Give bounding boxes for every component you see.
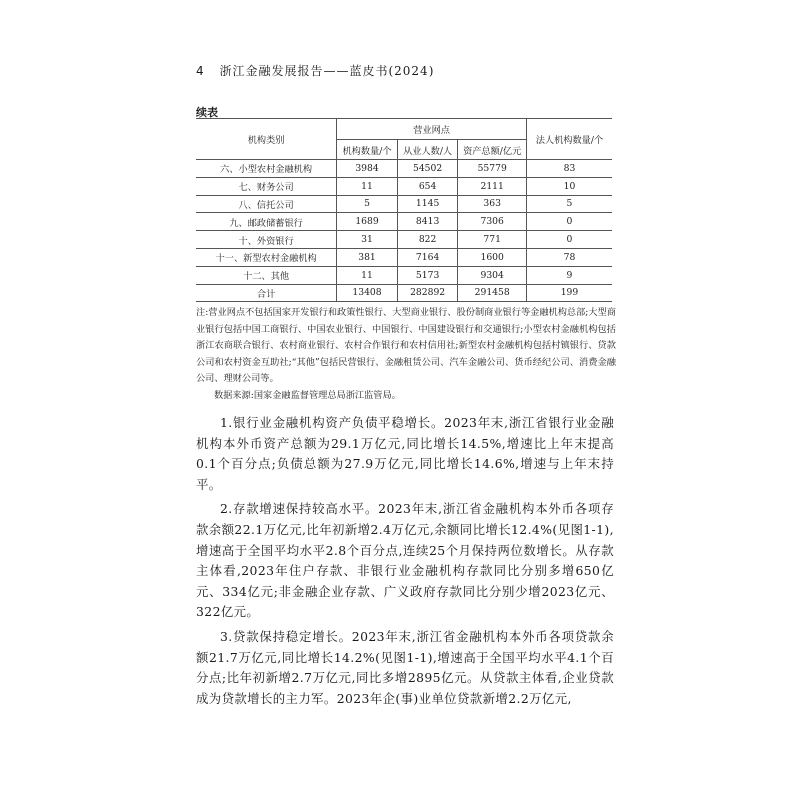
running-title: 浙江金融发展报告——蓝皮书(2024) <box>219 64 435 78</box>
cell-category: 十、外资银行 <box>196 231 337 249</box>
cell-count: 11 <box>337 266 398 284</box>
body-text <box>196 413 614 713</box>
page-number: 4 <box>196 64 205 78</box>
cell-staff: 282892 <box>397 284 458 302</box>
cell-assets: 7306 <box>458 213 527 231</box>
cell-staff: 5173 <box>397 266 458 284</box>
col-assets-header: 资产总额/亿元 <box>458 140 527 160</box>
cell-category: 十一、新型农村金融机构 <box>196 248 337 266</box>
cell-legal: 9 <box>526 266 612 284</box>
cell-count: 31 <box>337 231 398 249</box>
cell-staff: 7164 <box>397 248 458 266</box>
table-row <box>196 160 612 178</box>
cell-legal: 0 <box>526 231 612 249</box>
cell-category: 六、小型农村金融机构 <box>196 160 337 178</box>
cell-assets: 9304 <box>458 266 527 284</box>
cell-count: 381 <box>337 248 398 266</box>
running-header <box>196 62 434 79</box>
cell-category: 十二、其他 <box>196 266 337 284</box>
table-header-row <box>196 119 612 140</box>
col-legal-header: 法人机构数量/个 <box>526 119 612 160</box>
table-row <box>196 195 612 213</box>
cell-staff: 54502 <box>397 160 458 178</box>
table-row <box>196 177 612 195</box>
cell-legal: 10 <box>526 177 612 195</box>
col-count-header: 机构数量/个 <box>337 140 398 160</box>
paragraph: 3.贷款保持稳定增长。2023年末,浙江省金融机构本外币各项贷款余额21.7万亿元,同比增长14.2%(见图1-1),增速高于全国平均水平4.1个百分点;比年初新增2.7万亿元,同比多增2895亿元。从贷款主体看,企业贷款成为贷款增长的主力军。2023年企(事)业单位贷款新增2.2万亿元, <box>196 628 614 706</box>
continued-label: 续表 <box>196 106 218 119</box>
cell-assets: 2111 <box>458 177 527 195</box>
cell-count: 13408 <box>337 284 398 302</box>
cell-count: 5 <box>337 195 398 213</box>
col-category-header: 机构类别 <box>196 119 337 160</box>
cell-legal: 78 <box>526 248 612 266</box>
col-group-outlets-header: 营业网点 <box>337 119 527 140</box>
cell-category: 九、邮政储蓄银行 <box>196 213 337 231</box>
cell-staff: 654 <box>397 177 458 195</box>
cell-category: 合计 <box>196 284 337 302</box>
cell-count: 1689 <box>337 213 398 231</box>
col-staff-header: 从业人数/人 <box>397 140 458 160</box>
cell-category: 七、财务公司 <box>196 177 337 195</box>
paragraph: 1.银行业金融机构资产负债平稳增长。2023年末,浙江省银行业金融机构本外币资产总额为29.1万亿元,同比增长14.5%,增速比上年末提高0.1个百分点;负债总额为27.9万亿元,同比增长14.6%,增速与上年末持平。 <box>196 415 614 492</box>
table-row <box>196 231 612 249</box>
cell-assets: 55779 <box>458 160 527 178</box>
table-total-row <box>196 284 612 302</box>
table-notes <box>196 305 616 405</box>
cell-assets: 1600 <box>458 248 527 266</box>
cell-category: 八、信托公司 <box>196 195 337 213</box>
cell-legal: 5 <box>526 195 612 213</box>
table-note: 注:营业网点不包括国家开发银行和政策性银行、大型商业银行、股份制商业银行等金融机构总部;大型商业银行包括中国工商银行、中国农业银行、中国银行、中国建设银行和交通银行;小型农村金融机构包括浙江农商联合银行、农村商业银行、农村合作银行和农村信用社;新型农村金融机构包括村镇银行、贷款公司和农村资金互助社;“其他”包括民营银行、金融租赁公司、汽车金融公司、货币经纪公司、消费金融公司、理财公司等。 <box>196 307 616 385</box>
cell-staff: 822 <box>397 231 458 249</box>
cell-count: 3984 <box>337 160 398 178</box>
institution-table <box>196 118 612 302</box>
cell-staff: 8413 <box>397 213 458 231</box>
cell-legal: 0 <box>526 213 612 231</box>
cell-legal: 199 <box>526 284 612 302</box>
data-source: 数据来源:国家金融监督管理总局浙江监管局。 <box>214 389 401 401</box>
cell-assets: 291458 <box>458 284 527 302</box>
table-row <box>196 266 612 284</box>
table-row <box>196 213 612 231</box>
paragraph: 2.存款增速保持较高水平。2023年末,浙江省金融机构本外币各项存款余额22.1万亿元,比年初新增2.4万亿元,余额同比增长12.4%(见图1-1),增速高于全国平均水平2.8个百分点,连续25个月保持两位数增长。从存款主体看,2023年住户存款、非银行业金融机构存款同比分别多增650亿元、334亿元;非金融企业存款、广义政府存款同比分别少增2023亿元、322亿元。 <box>196 501 614 620</box>
cell-staff: 1145 <box>397 195 458 213</box>
cell-assets: 771 <box>458 231 527 249</box>
table-row <box>196 248 612 266</box>
cell-assets: 363 <box>458 195 527 213</box>
cell-legal: 83 <box>526 160 612 178</box>
cell-count: 11 <box>337 177 398 195</box>
